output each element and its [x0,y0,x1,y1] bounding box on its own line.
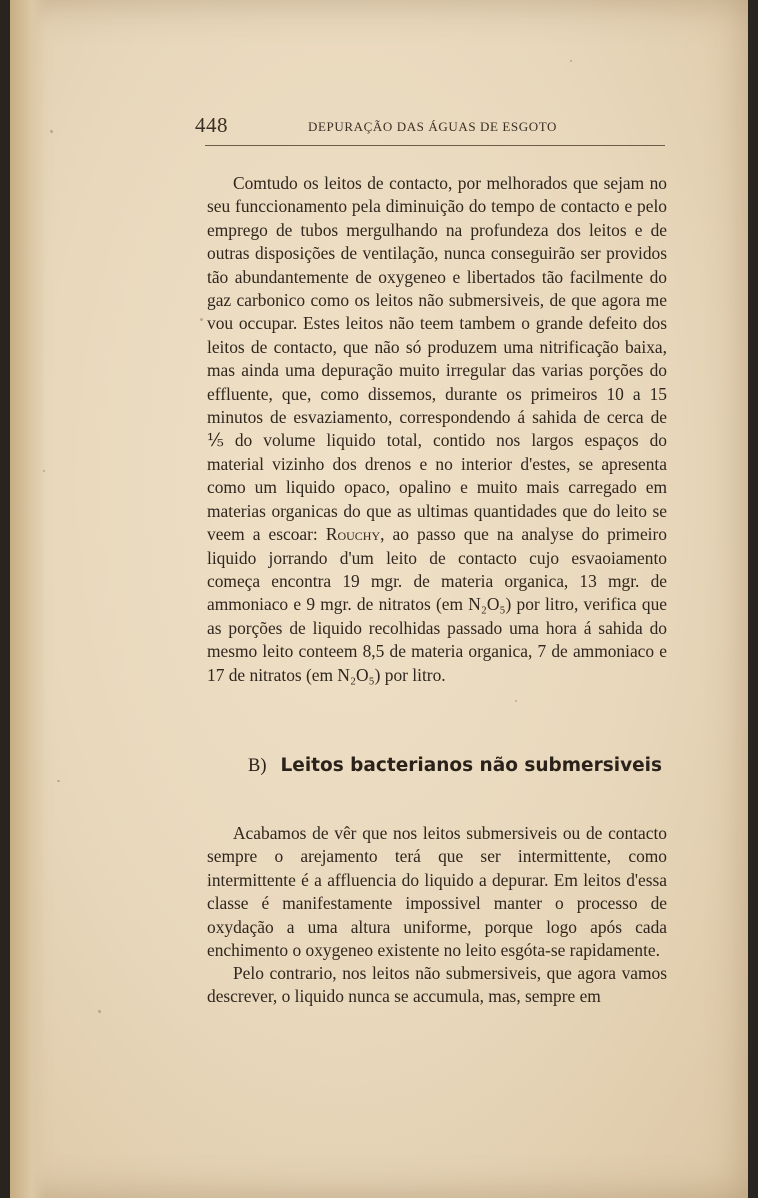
paragraph-contact-beds [207,172,667,687]
paper-speck [98,1010,101,1013]
paper-speck [570,60,572,62]
section-title: Leitos bacterianos não submersiveis [280,755,663,776]
paragraph-text: Pelo contrario, nos leitos não submersiveis, que agora vamos descrever, o liquido nunca se accumula, mas, sempre em [207,963,667,1007]
header-rule [205,145,665,146]
section-letter: B) [248,756,267,776]
running-title: DEPURAÇÃO DAS ÁGUAS DE ESGOTO [308,119,558,134]
paragraph-intermittent-aeration [207,822,667,962]
paragraph-text: Comtudo os leitos de contacto, por melhorados que sejam no seu funccionamento pela diminuição do tempo de contacto e pelo emprego de tubos mergulhando na profundeza dos leitos e de outras disposições de ventilação, nunca conseguirão ser providos tão abundantemente de oxygeneo e libertados tão facilmente do gaz carbonico como os leitos não submersiveis, de que agora me vou occupar. Estes leitos não teem tambem o grande defeito dos leitos de contacto, que não só produzem uma nitrificação baixa, mas ainda uma depuração muito irregular das varias porções do effluente, que, como dissemos, durante os primeiros 10 a 15 minutos de esvaziamento, correspondendo á sahida de cerca de ⅕ do volume liquido total, contido nos largos espaços do material vizinho dos drenos e no interior d'estes, se apresenta como um liquido opaco, opalino e muito mais carregado em materias organicas do que as ultimas quantidades que do leito se veem a escoar: [207,173,667,545]
page-spine-shadow [10,0,46,1198]
running-header [195,113,675,143]
author-name: Rouchy [325,524,381,545]
paragraph-text: Acabamos de vêr que nos leitos submersiveis ou de contacto sempre o arejamento terá que ser intermittente, como intermittente é a affluencia do liquido a depurar. Em leitos d'essa classe é manifestamente impossivel manter o processo de oxydação a uma altura uniforme, porque logo após cada enchimento o oxygeneo existente no leito esgóta-se rapidamente. [207,823,667,961]
paper-speck [200,318,203,321]
paragraph-non-submersible-beds [207,962,667,1009]
paper-speck [50,130,53,133]
paper-speck [515,700,517,702]
paragraph-text: , ao passo que na analyse do primeiro liquido jorrando d'um leito de contacto cujo esvaoiamento começa encontra 19 mgr. de materia organica, 13 mgr. de ammoniaco e 9 mgr. de nitratos (em N₂O₅) por litro, verifica que as porções de liquido recolhidas passado uma hora á sahida do mesmo leito conteem 8,5 de materia organica, 7 de ammoniaco e 17 de nitratos (em N₂O₅) por litro. [207,524,667,685]
section-heading [248,755,668,777]
paper-speck [57,780,60,782]
paper-speck [43,470,45,472]
page-number: 448 [195,113,228,137]
